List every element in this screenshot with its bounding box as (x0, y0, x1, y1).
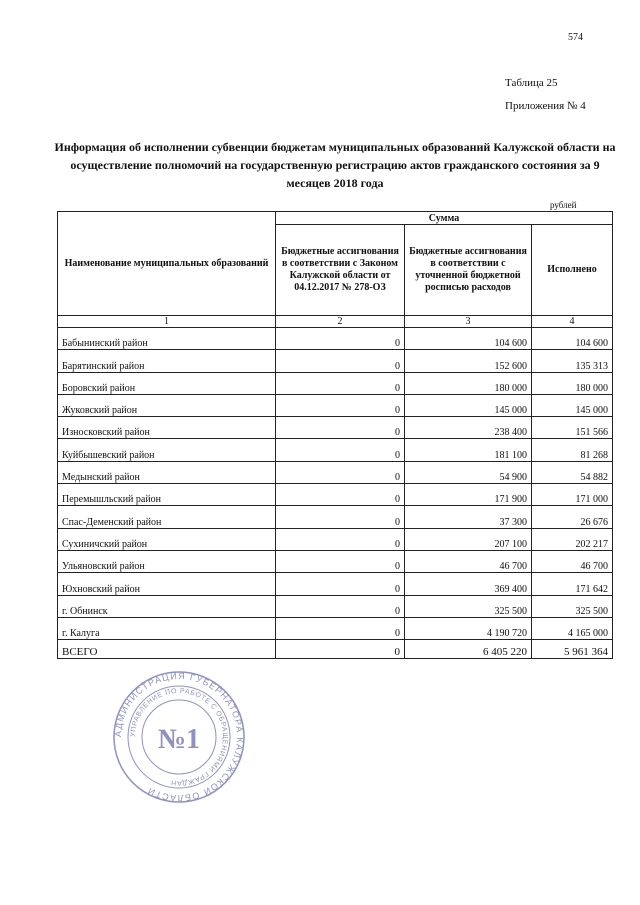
municipality-name: Барятинский район (58, 350, 276, 372)
budget-refined-value: 369 400 (405, 573, 532, 595)
executed-value: 54 882 (532, 461, 613, 483)
budget-refined-value: 46 700 (405, 550, 532, 572)
units-label: рублей (550, 200, 577, 210)
municipality-name: Перемышльский район (58, 484, 276, 506)
municipality-name: Жуковский район (58, 394, 276, 416)
executed-value: 202 217 (532, 528, 613, 550)
executed-value: 81 268 (532, 439, 613, 461)
budget-refined-value: 54 900 (405, 461, 532, 483)
table-row (58, 595, 613, 617)
budget-refined-value: 145 000 (405, 394, 532, 416)
table-row (58, 439, 613, 461)
executed-value: 151 566 (532, 417, 613, 439)
header-budget-refined: Бюджетные ассигнования в соответствии с уточненной бюджетной росписью расходов (405, 225, 532, 316)
table-row (58, 617, 613, 639)
budget-refined-value: 180 000 (405, 372, 532, 394)
budget-refined-value: 171 900 (405, 484, 532, 506)
header-sum: Сумма (276, 212, 613, 225)
executed-value: 325 500 (532, 595, 613, 617)
seal-number: №1 (157, 724, 201, 755)
budget-refined-value: 152 600 (405, 350, 532, 372)
budget-refined-value: 207 100 (405, 528, 532, 550)
total-row (58, 640, 613, 659)
total-budget-refined: 6 405 220 (405, 640, 532, 659)
table-row (58, 484, 613, 506)
column-number: 3 (405, 316, 532, 328)
total-budget-law: 0 (276, 640, 405, 659)
header-budget-law: Бюджетные ассигнования в соответствии с Законом Калужской области от 04.12.2017 № 278-ОЗ (276, 225, 405, 316)
total-executed: 5 961 364 (532, 640, 613, 659)
budget-refined-value: 104 600 (405, 328, 532, 350)
executed-value: 145 000 (532, 394, 613, 416)
table-row (58, 461, 613, 483)
table-row (58, 417, 613, 439)
municipality-name: Боровский район (58, 372, 276, 394)
table-row (58, 506, 613, 528)
municipality-name: Сухиничский район (58, 528, 276, 550)
official-seal (112, 670, 246, 804)
table-row (58, 528, 613, 550)
table-row (58, 328, 613, 350)
total-label: ВСЕГО (58, 640, 276, 659)
municipality-name: Ульяновский район (58, 550, 276, 572)
appendix-label: Приложения № 4 (505, 100, 586, 112)
budget-law-value: 0 (276, 617, 405, 639)
executed-value: 180 000 (532, 372, 613, 394)
table-label: Таблица 25 (505, 77, 558, 89)
table-row (58, 394, 613, 416)
executed-value: 4 165 000 (532, 617, 613, 639)
column-number: 1 (58, 316, 276, 328)
document-title: Информация об исполнении субвенции бюджетам муниципальных образований Калужской области на осуществление полномочий на государственную регистрацию актов гражданского состояния за 9 месяцев 2018 года (54, 140, 616, 190)
municipality-name: Спас-Деменский район (58, 506, 276, 528)
seal-inner-text: УПРАВЛЕНИЕ ПО РАБОТЕ С ОБРАЩЕНИЯМИ ГРАЖДАН (129, 687, 229, 787)
budget-law-value: 0 (276, 350, 405, 372)
budget-law-value: 0 (276, 394, 405, 416)
budget-law-value: 0 (276, 573, 405, 595)
municipality-name: г. Калуга (58, 617, 276, 639)
executed-value: 26 676 (532, 506, 613, 528)
table-row (58, 550, 613, 572)
executed-value: 104 600 (532, 328, 613, 350)
table-row (58, 372, 613, 394)
budget-law-value: 0 (276, 372, 405, 394)
budget-law-value: 0 (276, 439, 405, 461)
municipality-name: г. Обнинск (58, 595, 276, 617)
executed-value: 171 000 (532, 484, 613, 506)
executed-value: 46 700 (532, 550, 613, 572)
budget-refined-value: 238 400 (405, 417, 532, 439)
page-number: 574 (568, 32, 583, 43)
executed-value: 171 642 (532, 573, 613, 595)
column-number: 4 (532, 316, 613, 328)
seal-outer-text: АДМИНИСТРАЦИЯ ГУБЕРНАТОРА КАЛУЖСКОЙ ОБЛАСТИ (112, 670, 246, 804)
budget-law-value: 0 (276, 595, 405, 617)
header-executed: Исполнено (532, 225, 613, 316)
municipality-name: Куйбышевский район (58, 439, 276, 461)
budget-law-value: 0 (276, 484, 405, 506)
budget-refined-value: 181 100 (405, 439, 532, 461)
budget-law-value: 0 (276, 328, 405, 350)
budget-law-value: 0 (276, 528, 405, 550)
budget-law-value: 0 (276, 506, 405, 528)
budget-law-value: 0 (276, 417, 405, 439)
executed-value: 135 313 (532, 350, 613, 372)
municipality-name: Бабынинский район (58, 328, 276, 350)
budget-law-value: 0 (276, 550, 405, 572)
municipality-name: Юхновский район (58, 573, 276, 595)
municipality-name: Медынский район (58, 461, 276, 483)
header-name: Наименование муниципальных образований (58, 212, 276, 316)
budget-refined-value: 325 500 (405, 595, 532, 617)
table-row (58, 573, 613, 595)
execution-table (57, 211, 613, 659)
budget-refined-value: 37 300 (405, 506, 532, 528)
municipality-name: Износковский район (58, 417, 276, 439)
column-number: 2 (276, 316, 405, 328)
table-row (58, 350, 613, 372)
budget-law-value: 0 (276, 461, 405, 483)
budget-refined-value: 4 190 720 (405, 617, 532, 639)
